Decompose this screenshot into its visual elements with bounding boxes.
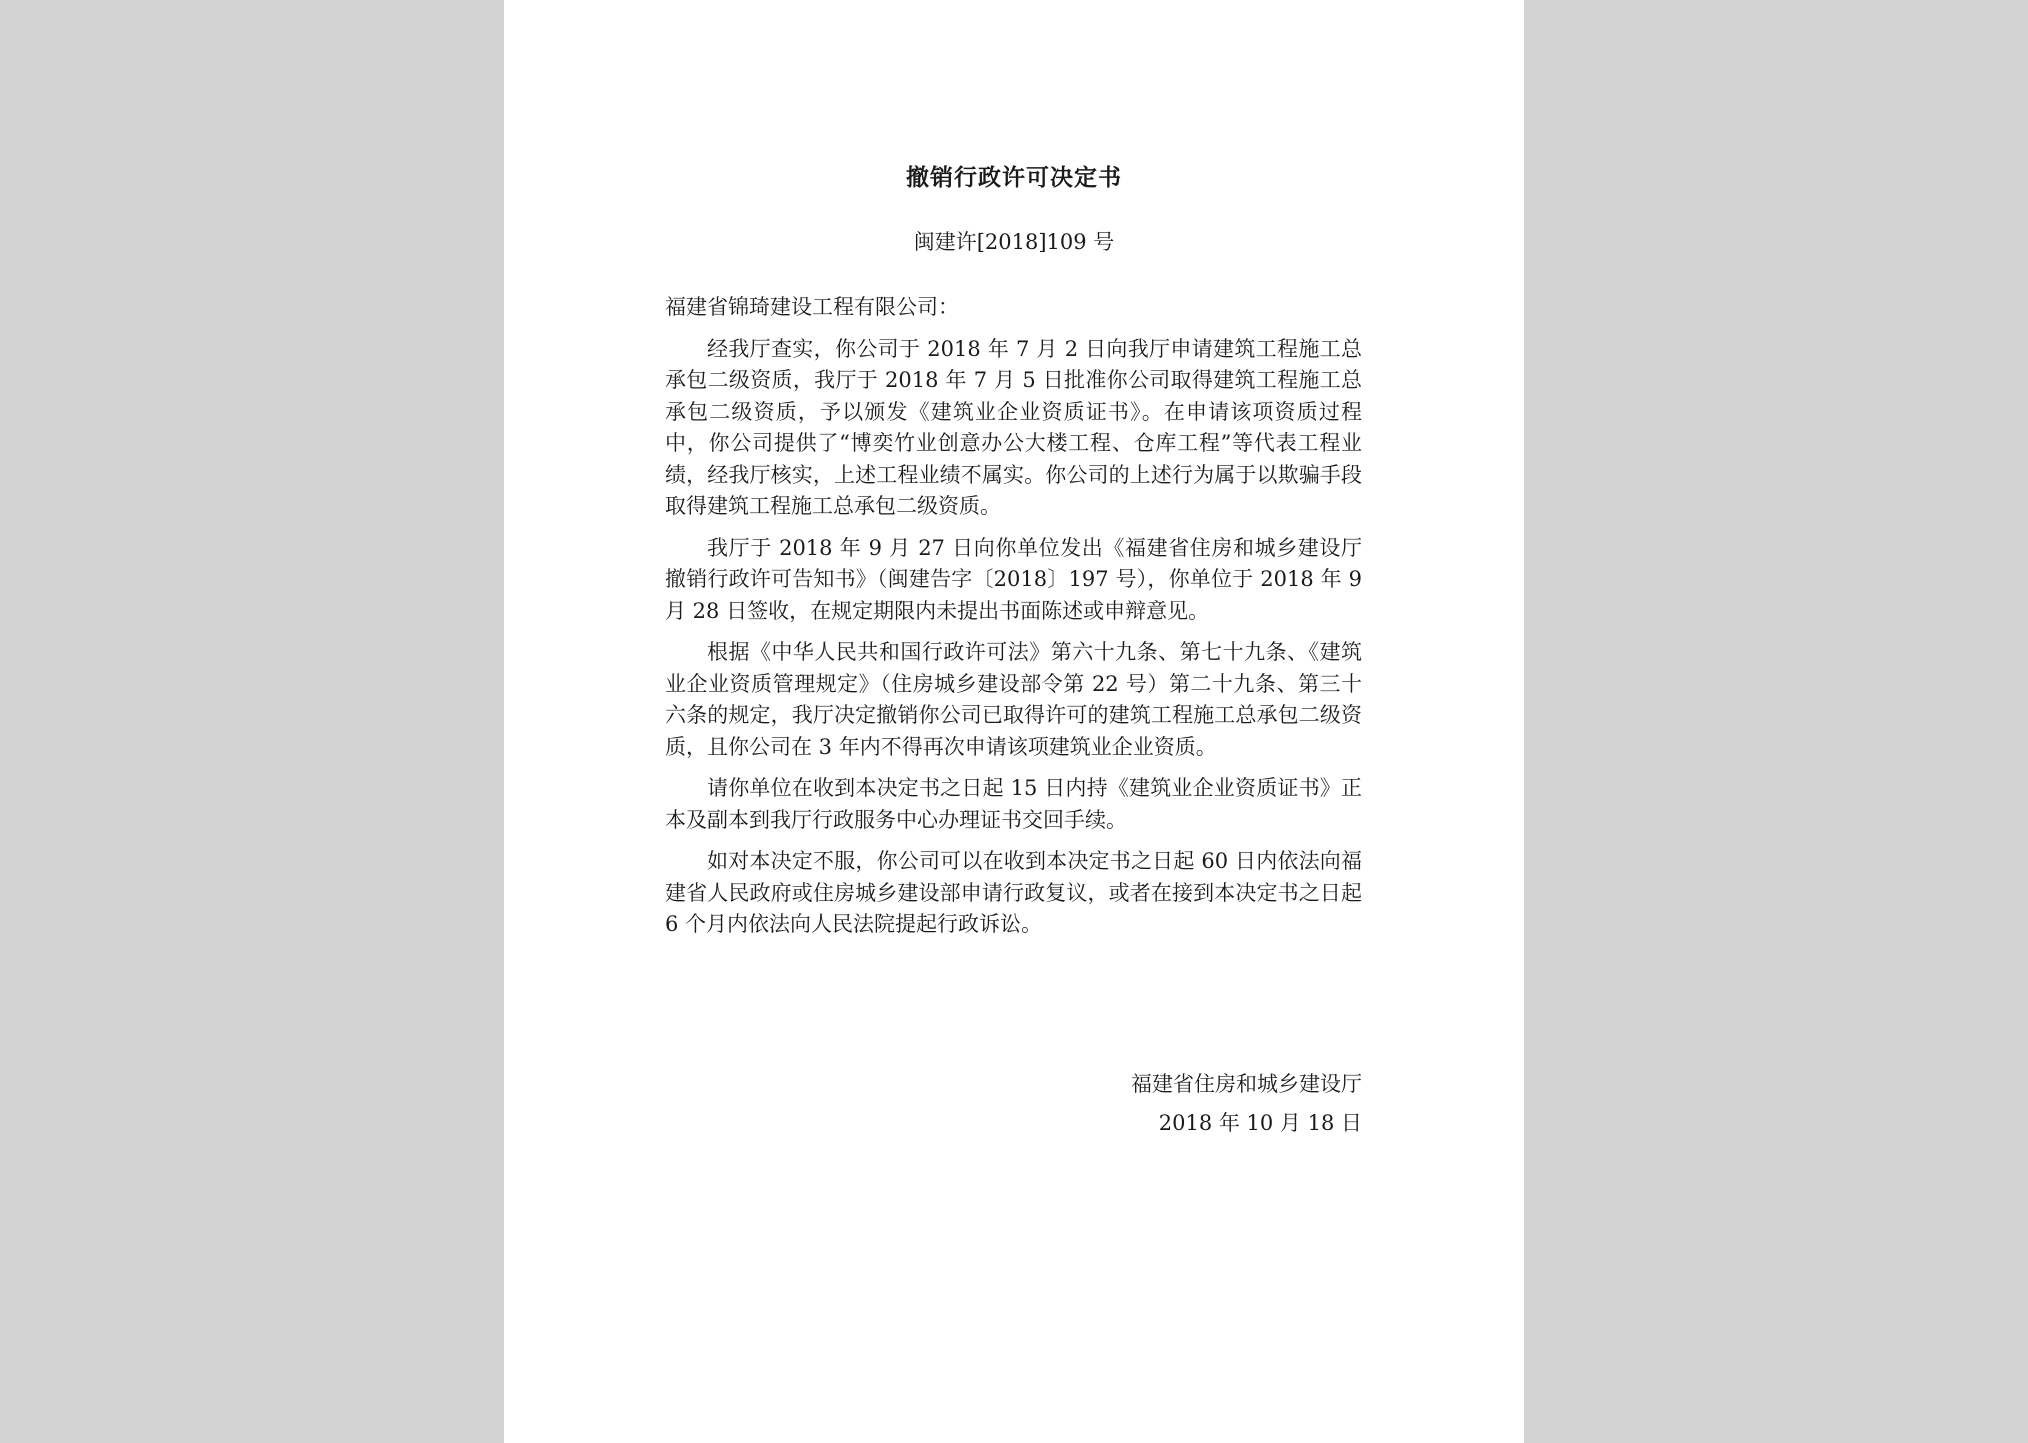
paragraph-1: 经我厅查实，你公司于 2018 年 7 月 2 日向我厅申请建筑工程施工总承包二级资质，我厅于 2018 年 7 月 5 日批准你公司取得建筑工程施工总承包二级资质，予以颁发《建筑业企业资质证书》。在申请该项资质过程中，你公司提供了“博奕竹业创意办公大楼工程、仓库工程”等代表工程业绩，经我厅核实，上述工程业绩不属实。你公司的上述行为属于以欺骗手段取得建筑工程施工总承包二级资质。: [665, 336, 1362, 518]
document-title: 撤销行政许可决定书: [906, 164, 1122, 191]
signature-organization: 福建省住房和城乡建设厅: [1131, 1072, 1362, 1096]
paragraph-3: 根据《中华人民共和国行政许可法》第六十九条、第七十九条、《建筑业企业资质管理规定》（住房城乡建设部令第 22 号）第二十九条、第三十六条的规定，我厅决定撤销你公司已取得许可的建筑工程施工总承包二级资质，且你公司在 3 年内不得再次申请该项建筑业企业资质。: [665, 640, 1362, 759]
signature-date: 2018 年 10 月 18 日: [1158, 1111, 1362, 1135]
document-number: 闽建许[2018]109 号: [913, 230, 1115, 254]
paragraph-4: 请你单位在收到本决定书之日起 15 日内持《建筑业企业资质证书》正本及副本到我厅行政服务中心办理证书交回手续。: [665, 776, 1362, 832]
document-page: [504, 0, 1524, 1443]
addressee: 福建省锦琦建设工程有限公司：: [665, 295, 959, 319]
document-body: [665, 292, 1362, 951]
paragraph-2: 我厅于 2018 年 9 月 27 日向你单位发出《福建省住房和城乡建设厅撤销行政许可告知书》（闽建告字〔2018〕197 号），你单位于 2018 年 9 月 28 日签收，在规定期限内未提出书面陈述或申辩意见。: [665, 535, 1362, 623]
paragraph-5: 如对本决定不服，你公司可以在收到本决定书之日起 60 日内依法向福建省人民政府或住房城乡建设部申请行政复议，或者在接到本决定书之日起 6 个月内依法向人民法院提起行政诉讼。: [665, 849, 1362, 936]
